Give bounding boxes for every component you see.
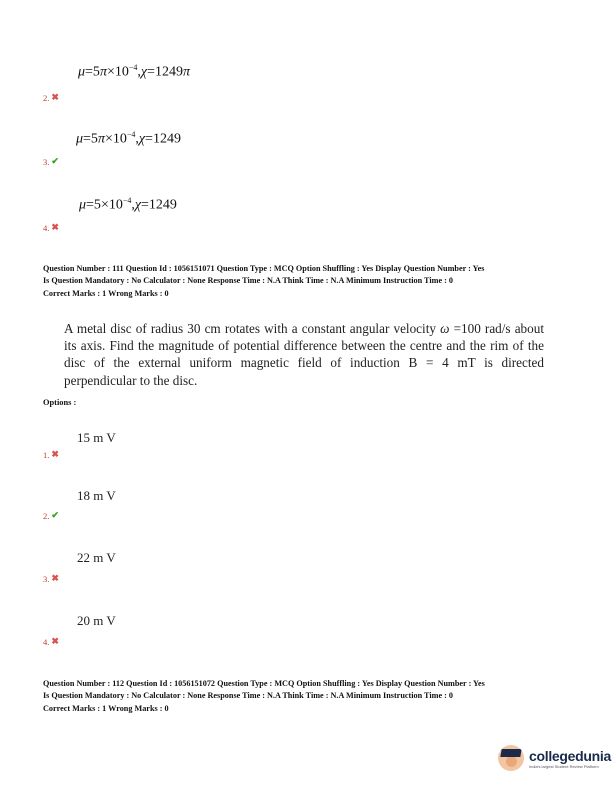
option-3-number: 3. ✖	[43, 573, 59, 584]
cross-icon: ✖	[51, 92, 59, 102]
collegedunia-logo	[498, 745, 611, 771]
question-111-meta-line1: Question Number : 111 Question Id : 1056151071 Question Type : MCQ Option Shuffling : Yes Display Question Number : Yes	[43, 264, 485, 273]
option-1-text: 15 m V	[77, 430, 116, 445]
option-3-text: 22 m V	[77, 550, 116, 565]
question-112-meta-line1: Question Number : 112 Question Id : 1056151072 Question Type : MCQ Option Shuffling : Yes Display Question Number : Yes	[43, 679, 485, 688]
cross-icon: ✖	[51, 573, 59, 583]
cross-icon: ✖	[51, 449, 59, 459]
question-111-text: A metal disc of radius 30 cm rotates with a constant angular velocity ω =100 rad/s about its axis. Find the magnitude of potential difference between the centre and the rim of the disc of the external uniform magnetic field of induction B = 4 mT is directed perpendicular to the disc.	[64, 321, 544, 388]
question-112-meta-line2: Is Question Mandatory : No Calculator : None Response Time : N.A Think Time : N.A Minimum Instruction Time : 0	[43, 691, 454, 701]
check-icon: ✔	[51, 156, 59, 166]
prev-option-4-formula: $\mu=5\times 10^{-4},\chi=1249$	[79, 196, 177, 213]
option-2-text: 18 m V	[77, 488, 116, 503]
question-112-meta	[43, 678, 583, 715]
option-2-number: 2. ✔	[43, 510, 59, 521]
option-4-text: 20 m V	[77, 613, 116, 628]
logo-name: collegedunia	[529, 747, 611, 764]
cross-icon: ✖	[51, 636, 59, 646]
question-112-meta-line3: Correct Marks : 1 Wrong Marks : 0	[43, 703, 169, 713]
prev-option-4-number: 4. ✖	[43, 222, 59, 233]
cross-icon: ✖	[51, 222, 59, 232]
prev-option-3-formula: $\mu=5\pi\times 10^{-4},\chi=1249$	[76, 130, 181, 147]
logo-tagline: India's largest Student Review Platform	[529, 763, 599, 769]
question-111-meta	[43, 263, 583, 300]
options-label: Options :	[43, 398, 77, 407]
prev-option-2-number: 2. ✖	[43, 92, 59, 103]
option-1-number: 1. ✖	[43, 449, 59, 460]
mascot-icon	[498, 745, 524, 771]
check-icon: ✔	[51, 510, 59, 520]
question-111-meta-line2: Is Question Mandatory : No Calculator : None Response Time : N.A Think Time : N.A Minimum Instruction Time : 0	[43, 276, 454, 286]
prev-option-2-formula: $\mu=5\pi\times 10^{-4},\chi=1249\pi$	[78, 63, 190, 80]
omega-symbol: ω	[440, 321, 450, 336]
question-111-meta-line3: Correct Marks : 1 Wrong Marks : 0	[43, 288, 169, 298]
prev-option-3-number: 3. ✔	[43, 156, 59, 167]
option-4-number: 4. ✖	[43, 636, 59, 647]
